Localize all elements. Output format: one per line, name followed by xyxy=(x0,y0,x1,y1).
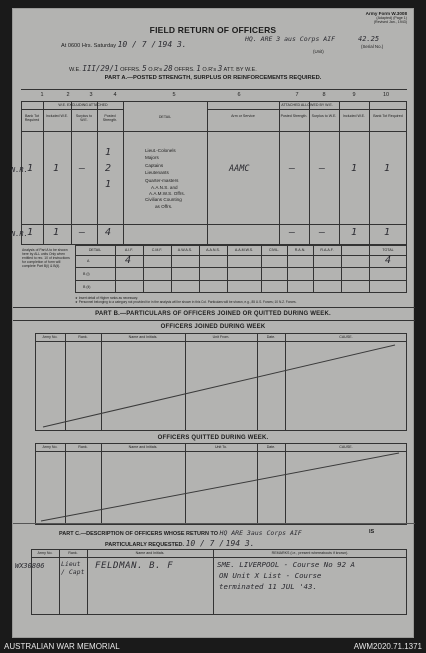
part-c-date: 10 / 7 / xyxy=(185,539,225,548)
rank-item: Civilians Counting xyxy=(145,197,182,203)
c-col-army-no: Army No. xyxy=(37,551,53,555)
cmf-col-head: C.M.F. xyxy=(151,248,163,252)
row-nr-label: N.R. xyxy=(11,166,28,174)
rank-item: Lieutenants xyxy=(145,170,169,176)
at-line-date: 10 / 7 / xyxy=(117,40,157,49)
field-return-form xyxy=(12,8,414,638)
part-c-requested: PARTICULARLY REQUESTED. xyxy=(105,542,185,548)
ors2-label: O.R's xyxy=(202,67,217,73)
col-number: 10 xyxy=(382,92,390,98)
col-head-bank-left: Bank Tot Required xyxy=(24,114,40,123)
rank-item: A.A.M.W.S. Offrs. xyxy=(149,191,185,197)
right-col10: 1 xyxy=(384,163,391,174)
joined-col-name: Name and Initials. xyxy=(128,335,158,339)
ran-col-head: R.A.N. xyxy=(294,248,306,252)
col-head-posted-left: Posted Strength. xyxy=(102,114,118,123)
detail-row-a: A xyxy=(87,259,90,263)
part-c-unit-hand: HQ ARE 3aus Corps AIF xyxy=(219,529,302,537)
row-nr-col4a: 1 xyxy=(105,147,112,158)
at-line-year: 194 3. xyxy=(157,40,187,49)
analysis-note: Analysis of Part A to be shown here by ALL units Only when entitled to rec. 10 of instructions for completion of form will complete Part B(i) & B(ii). xyxy=(22,248,70,268)
offrs-label: OFFRS. xyxy=(120,67,141,73)
joined-col-cause: CAUSE. xyxy=(339,335,353,339)
col-head-bank-right: Bank Tot Required xyxy=(373,114,403,118)
at-line xyxy=(61,40,187,49)
row-nr-col4b: 2 xyxy=(105,163,112,174)
row-nr-col4c: 1 xyxy=(105,179,112,190)
total-col1: 1 xyxy=(27,227,34,238)
foot-note: ★ Insert detail of Higher ranks as necessary. xyxy=(75,296,139,300)
row-nr-col3: — xyxy=(79,163,86,174)
row-nr-col2: 1 xyxy=(53,163,60,174)
col-head-arm: Arm or Service xyxy=(231,114,255,118)
row-nr-col1: 1 xyxy=(27,163,34,174)
c-col-name: Name and Initials. xyxy=(135,551,165,555)
total-col-head: TOTAL xyxy=(382,248,394,252)
right-col9: 1 xyxy=(351,163,358,174)
unit-handwritten: HQ. ARE 3 aus Corps AIF xyxy=(245,35,336,43)
aans-col-head: A.A.N.S. xyxy=(206,248,220,252)
we-label: W.E. xyxy=(69,67,81,73)
total-col8: — xyxy=(319,227,326,238)
ors2-handwritten: 3 xyxy=(217,64,223,73)
detail-a-total-value: 4 xyxy=(385,255,392,266)
army-form-revised: (Revised Jan., 1943) xyxy=(373,20,407,25)
part-c-line-1 xyxy=(59,529,302,537)
joined-col-army-no: Army No. xyxy=(42,335,58,339)
col-number: 9 xyxy=(352,92,356,98)
offrs2-label: OFFRS. xyxy=(174,67,195,73)
arm-service-hand: AAMC xyxy=(229,164,250,174)
col-head-surplus-right: Surplus to W.E. xyxy=(311,114,337,118)
quit-col-cause: CAUSE. xyxy=(339,445,353,449)
ors-label: O.R's xyxy=(148,67,163,73)
col-number: 2 xyxy=(66,92,70,98)
rank-item: Lieut.-Colonels xyxy=(145,148,176,153)
army-form-number: Army Form W.3008 xyxy=(365,11,407,16)
offrs-handwritten: 5 xyxy=(142,64,147,73)
aamws-col-head: A.A.M.W.S. xyxy=(234,248,254,252)
col-number: 6 xyxy=(237,92,241,98)
detail-col-head: DETAIL xyxy=(88,248,102,252)
total-col10: 1 xyxy=(384,227,391,238)
col-number: 8 xyxy=(322,92,326,98)
total-col3: — xyxy=(79,227,86,238)
part-c-year: 194 3. xyxy=(225,539,255,548)
joined-col-unit-from: Unit From. xyxy=(212,335,230,339)
quit-col-date: Date. xyxy=(266,445,276,449)
offrs2-handwritten: 1 xyxy=(196,64,201,73)
raaf-col-head: R.A.A.F. xyxy=(320,248,334,252)
column-numbers-row xyxy=(21,89,407,101)
joined-col-date: Date. xyxy=(266,335,276,339)
part-b-heading: PART B.—PARTICULARS OF OFFICERS JOINED OR QUITTED DURING WEEK. xyxy=(95,311,331,317)
quitted-strike-line xyxy=(35,443,407,525)
right-col8: — xyxy=(319,163,326,174)
c-remarks-line: SME. LIVERPOOL - Course No 92 A xyxy=(217,560,355,569)
detail-a-aif-value: 4 xyxy=(125,255,132,266)
we-excluding-attached: W.E. EXCLUDING ATTACHED xyxy=(58,103,108,107)
part-a-heading: PART A.—POSTED STRENGTH, SURPLUS OR REINFORCEMENTS REQUIRED. xyxy=(104,75,322,81)
total-row-label: N.R. xyxy=(11,230,28,238)
serial-label: (Serial No.) xyxy=(361,44,384,49)
joined-col-rank: Rank. xyxy=(78,335,88,339)
we-handwritten: III/29/1 xyxy=(82,64,119,73)
quit-col-unit-to: Unit To. xyxy=(214,445,228,449)
part-c-heading: PART C.—DESCRIPTION OF OFFICERS WHOSE RETURN TO xyxy=(59,531,218,537)
awas-col-head: A.W.A.S. xyxy=(177,248,193,252)
attached-allowed: ATTACHED ALLOWED BY W.E. xyxy=(281,103,333,107)
detail-row-bii: B (ii) xyxy=(83,285,91,289)
foot-notes xyxy=(75,296,407,304)
col-head-included-left: Included W.E. xyxy=(45,114,69,118)
quit-col-army-no: Army No. xyxy=(42,445,58,449)
c-name-value: FELDMAN. B. F xyxy=(95,561,174,571)
col-head-included-right: Included W.E. xyxy=(342,114,366,118)
part-c-is: IS xyxy=(369,529,375,535)
rank-item: as Offrs. xyxy=(155,203,173,209)
rank-item: Captains xyxy=(145,162,164,168)
rank-item: A.A.N.S. and xyxy=(151,185,178,191)
aif-col-head: A.I.F. xyxy=(124,248,134,252)
rank-item: Quarter-masters xyxy=(145,177,179,183)
footer-accession-number: AWM2020.71.1371 xyxy=(353,642,422,651)
total-col4: 4 xyxy=(105,227,112,238)
at-line-prefix: At 0600 Hrs. Saturday xyxy=(61,43,117,49)
quitted-title: OFFICERS QUITTED DURING WEEK. xyxy=(157,435,269,441)
col-number: 5 xyxy=(172,92,176,98)
c-remarks-line: terminated 11 JUL '43. xyxy=(219,582,317,591)
we-line xyxy=(69,64,257,73)
joined-strike-line xyxy=(35,333,407,431)
detail-row-bi: B (i) xyxy=(83,272,90,276)
unit-label: (Unit) xyxy=(313,49,324,54)
total-col2: 1 xyxy=(53,227,60,238)
ranks-list xyxy=(145,147,185,209)
col-number: 3 xyxy=(89,92,93,98)
ors-handwritten: 28 xyxy=(163,64,173,73)
quit-col-rank: Rank. xyxy=(78,445,88,449)
foot-note: ★ Personnel belonging to a category not provided for in the analysis will be shown in this Col. Particulars will be shown, e.g., 85 U.S. Forces; 10 N.Z. Forces. xyxy=(75,300,297,304)
detail-head: DETAIL xyxy=(158,115,172,119)
joined-title: OFFICERS JOINED DURING WEEK xyxy=(160,324,266,330)
col-number: 4 xyxy=(113,92,117,98)
c-remarks-line: ON Unit X List - Course xyxy=(219,571,322,580)
total-col9: 1 xyxy=(351,227,358,238)
serial-handwritten: 42.25 xyxy=(358,35,380,43)
right-col7: — xyxy=(289,163,296,174)
c-col-rank: Rank. xyxy=(68,551,78,555)
c-remarks-value xyxy=(217,559,355,592)
total-col7: — xyxy=(289,227,296,238)
army-form-adapted: (Adapted) (Page 1) xyxy=(376,16,407,21)
archive-footer xyxy=(0,640,426,653)
att-label: ATT. BY W.E. xyxy=(223,67,257,73)
army-form-block xyxy=(327,12,407,25)
c-rank-value: Lieut / Capt xyxy=(61,560,85,576)
col-head-surplus-left: Surplus to W.E. xyxy=(75,114,93,123)
quit-col-name: Name and Initials. xyxy=(128,445,158,449)
rank-item: Majors xyxy=(145,155,159,161)
c-col-remarks: REMARKS (i.e., present whereabouts if known). xyxy=(271,551,349,555)
footer-institution: AUSTRALIAN WAR MEMORIAL xyxy=(4,642,120,651)
col-number: 7 xyxy=(295,92,299,98)
col-number: 1 xyxy=(40,92,44,98)
form-title: FIELD RETURN OF OFFICERS xyxy=(149,25,277,35)
part-c-line-2 xyxy=(105,539,255,548)
civil-col-head: CIVIL. xyxy=(269,248,279,252)
col-head-posted-right: Posted Strength. xyxy=(280,114,308,118)
c-army-no-value: WX30806 xyxy=(15,562,45,570)
